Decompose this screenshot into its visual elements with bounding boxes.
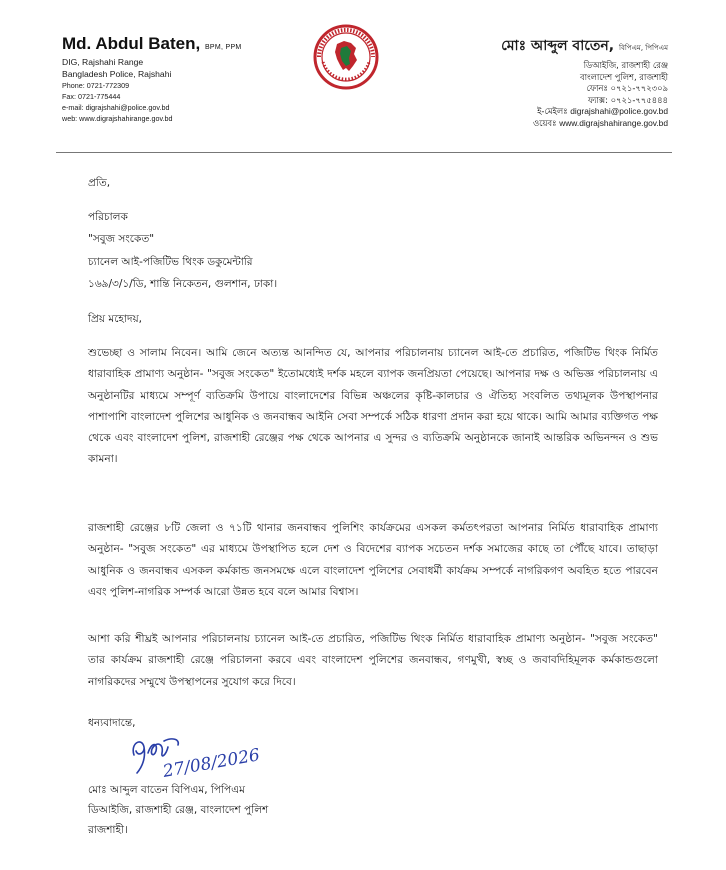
web-en: web: www.digrajshahirange.gov.bd [62, 114, 173, 124]
signatory-location: রাজশাহী। [88, 824, 128, 836]
email-label-bn: ই-মেইলঃ [537, 106, 568, 117]
web-label-bn: ওয়েবঃ [532, 117, 557, 128]
paragraph-1-text: শুভেচ্ছা ও সালাম নিবেন। আমি জেনে অত্যন্ত আনন্দিত যে, আপনার পরিচালনায় চ্যানেল আই-তে প্রচারিত, পজিটিভ থিংক নির্মিত ধারাবাহিক প্রামাণ্য অনুষ্ঠান- "সবুজ সংকেত" ইতোমধ্যেই দর্শক মহলে ব্যাপক জনপ্রিয়তা পেয়েছে। আপনার দক্ষ ও অভিজ্ঞ পরিচালনায় এ অনুষ্ঠানটির মাধ্যমে সম্পূর্ণ ব্যতিক্রমি উপায়ে বাংলাদেশের বিভিন্ন অঞ্চলের কৃষ্টি-কালচার ও ঐতিহ্য সংবলিত তথ্যমূলক উপস্থাপনার পাশাপাশি বাংলাদেশ পুলিশের আধুনিক ও জনবান্ধব আইনি সেবা সম্পর্কে সঠিক ধারণা প্রদান করা হয়ে থাকে। আমি আমার ব্যক্তিগত পক্ষ থেকে এবং বাংলাদেশ পুলিশ, রাজশাহী রেঞ্জের পক্ষ থেকে আপনার এ সুন্দর ও ব্যতিক্রমি অনুষ্ঠানকে জানাই আন্তরিক অভিনন্দন ও শুভ কামনা। [88, 347, 658, 466]
signature-date: 27/08/2026 [161, 745, 262, 782]
organization-bn: বাংলাদেশ পুলিশ, রাজশাহী [579, 71, 668, 82]
letterhead-bangla [378, 34, 668, 130]
name-bn-text: মোঃ আব্দুল বাতেন, [501, 38, 615, 54]
paragraph-2-text: রাজশাহী রেঞ্জের ৮টি জেলা ও ৭১টি থানার জনবান্ধব পুলিশিং কার্যক্রমের এসকল কর্মতৎপরতা আপনার নির্মিত ধারাবাহিক প্রামাণ্য অনুষ্ঠান- "সবুজ সংকেত" এর মাধ্যমে উপস্থাপিত হলে দেশ ও বিদেশের ব্যাপক সচেতন দর্শক সমাজের কাছে তা পৌঁছে যাবে। তাছাড়া আধুনিক ও জনবান্ধব এসকল কর্মকান্ড জনসমক্ষে এলে বাংলাদেশ পুলিশের সেবাধর্মী কার্যক্রম সম্পর্কে নাগরিকগণ অবহিত হতে পারবেন এবং পুলিশ-নাগরিক সম্পর্ক আরো উন্নত হবে বলে আমার বিশ্বাস। [88, 522, 658, 598]
addressee-title: পরিচালক [88, 211, 128, 223]
handwritten-signature [128, 733, 288, 785]
fax-en: Fax: 0721-775444 [62, 92, 121, 102]
post-nominals-bn: বিপিএম, পিপিএম [618, 44, 668, 52]
paragraph-3-text: আশা করি শীঘ্রই আপনার পরিচালনায় চ্যানেল আই-তে প্রচারিত, পজিটিভ থিংক নির্মিত ধারাবাহিক প্রামাণ্য অনুষ্ঠান- "সবুজ সংকেত" তার কার্যক্রম রাজশাহী রেঞ্জে পরিচালনা করবে এবং বাংলাদেশ পুলিশের জনবান্ধব, গণমুখী, স্বচ্ছ ও জবাবদিহিমূলক কর্মকান্ডগুলো নাগরিকদের সম্মুখে উপস্থাপনের সুযোগ করে দিবে। [88, 633, 658, 688]
signatory-designation: ডিআইজি, রাজশাহী রেঞ্জ, বাংলাদেশ পুলিশ [88, 804, 269, 816]
fax-bn: ফ্যাক্স: ০৭২১-৭৭৫৪৪৪ [587, 94, 668, 105]
body-paragraph-3 [88, 629, 658, 693]
police-seal-logo [313, 24, 379, 90]
addressee-channel: চ্যানেল আই-পজিটিভ থিংক ডকুমেন্টারি [88, 256, 253, 268]
email-bn [378, 106, 668, 118]
phone-en: Phone: 0721-772309 [62, 81, 130, 91]
body-paragraph-2 [88, 518, 658, 603]
addressee-program: "সবুজ সংকেত" [88, 233, 155, 245]
name-en-text: Md. Abdul Baten, [62, 34, 201, 53]
email-value: digrajshahi@police.gov.bd [570, 106, 668, 117]
web-value: www.digrajshahirange.gov.bd [559, 117, 668, 128]
post-nominals-en: BPM, PPM [204, 44, 242, 51]
officer-name-en [62, 34, 312, 54]
to-line: প্রতি, [88, 177, 111, 189]
signatory-block [88, 780, 268, 840]
letterhead-english [62, 34, 312, 124]
officer-name-bn [378, 34, 668, 58]
header-divider [56, 152, 672, 153]
phone-bn: ফোনঃ ০৭২১-৭৭২৩০৯ [586, 83, 668, 94]
signatory-name: মোঃ আব্দুল বাতেন বিপিএম, পিপিএম [88, 784, 245, 796]
closing: ধন্যবাদান্তে, [88, 717, 136, 729]
addressee-address: ১৬৯/৩/১/ডি, শান্তি নিকেতন, গুলশান, ঢাকা। [88, 278, 278, 290]
salutation: প্রিয় মহোদয়, [88, 313, 143, 325]
email-en: e-mail: digrajshahi@police.gov.bd [62, 103, 170, 113]
designation-en: DIG, Rajshahi Range [62, 57, 144, 67]
organization-en: Bangladesh Police, Rajshahi [62, 68, 172, 79]
body-paragraph-1 [88, 343, 658, 471]
designation-bn: ডিআইজি, রাজশাহী রেঞ্জ [583, 60, 668, 70]
web-bn [378, 118, 668, 130]
